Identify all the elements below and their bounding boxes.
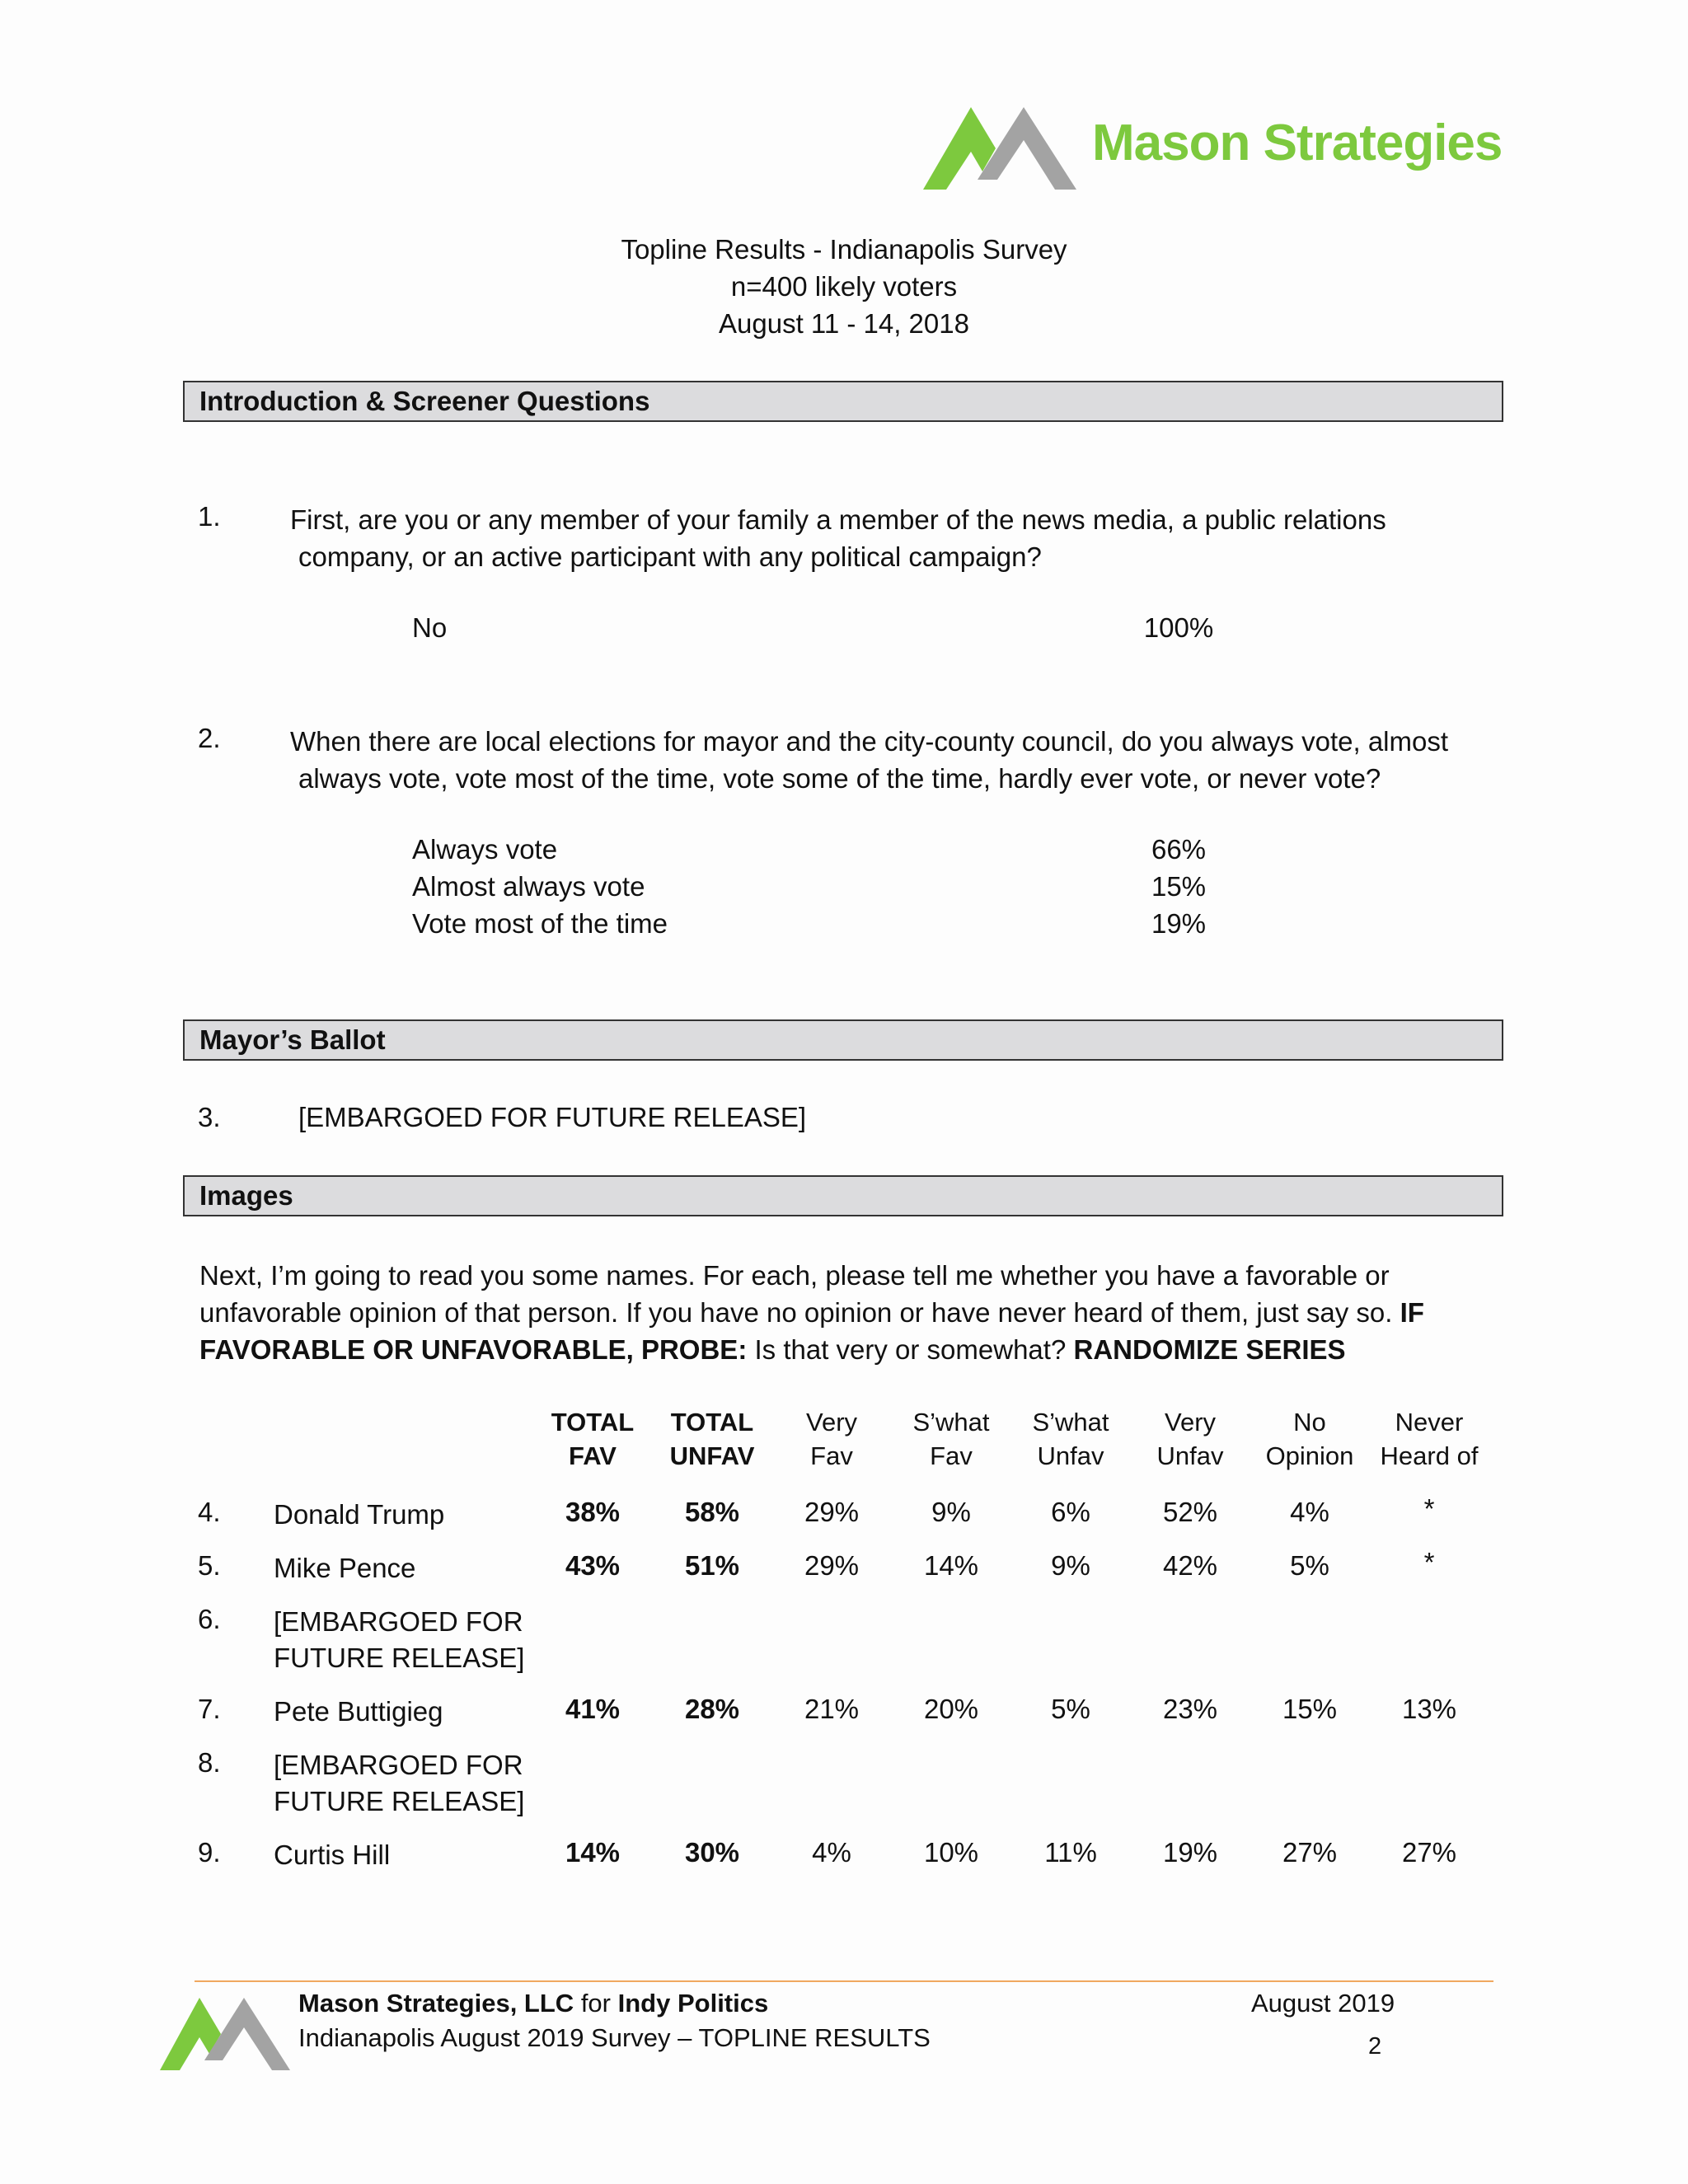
footer-survey: Indianapolis August 2019 Survey – TOPLINE RESULTS [298, 2023, 931, 2052]
instructions-probe-if: IF [1400, 1297, 1424, 1328]
table-cell: 19% [1162, 1837, 1218, 1868]
answer-label: No [412, 612, 448, 643]
section-mayor-header: Mayor’s Ballot [183, 1019, 1503, 1061]
question-1-line-1: First, are you or any member of your family a member of the news media, a public relations [290, 504, 1386, 535]
answer-label: Vote most of the time [412, 908, 668, 939]
answer-value: 19% [1151, 908, 1207, 939]
instructions-text: unfavorable opinion of that person. If you have no opinion or have never heard of them, just say so. [199, 1297, 1393, 1328]
footer-org: Mason Strategies, LLC [298, 1989, 574, 2018]
table-cell: 4% [1290, 1497, 1329, 1527]
col-header-line: Fav [810, 1441, 853, 1470]
col-header-very-fav [771, 1405, 892, 1473]
table-cell: 13% [1401, 1694, 1457, 1724]
footer-for: for [580, 1989, 611, 2018]
instructions-line-2 [199, 1294, 1502, 1331]
col-header-line: Unfav [1037, 1441, 1104, 1470]
table-cell: 10% [923, 1837, 979, 1868]
col-header-total-unfav [652, 1405, 772, 1473]
col-header-never-heard [1369, 1405, 1489, 1473]
table-cell: 42% [1162, 1550, 1218, 1581]
col-header-line: No [1293, 1408, 1326, 1436]
mountain-logo-icon [157, 1988, 301, 2074]
col-header-line: S’what [1032, 1408, 1109, 1436]
col-header-line: Unfav [1156, 1441, 1224, 1470]
table-cell: 9% [1051, 1550, 1090, 1581]
brand-name: Mason Strategies [1092, 115, 1503, 171]
report-header [0, 231, 1688, 342]
row-name-line-1: [EMBARGOED FOR [274, 1606, 523, 1637]
table-cell: 14% [923, 1550, 979, 1581]
table-cell: 58% [684, 1497, 740, 1527]
col-header-line: TOTAL [670, 1408, 754, 1436]
answer-value: 100% [1143, 612, 1214, 643]
table-cell: * [1423, 1493, 1435, 1524]
question-number: 2. [198, 723, 221, 753]
question-2-line-2: always vote, vote most of the time, vote some of the time, hardly ever vote, or never vote? [298, 763, 1381, 794]
row-number: 9. [198, 1837, 221, 1868]
footer-date: August 2019 [1251, 1989, 1395, 2018]
row-name-line-1: [EMBARGOED FOR [274, 1750, 523, 1780]
table-cell: 15% [1282, 1694, 1338, 1724]
question-number: 1. [198, 501, 221, 532]
col-header-line: Opinion [1265, 1441, 1354, 1470]
col-header-line: Very [1164, 1408, 1217, 1436]
footer-divider [195, 1980, 1493, 1982]
row-name: Donald Trump [274, 1499, 445, 1530]
table-cell: 43% [565, 1550, 621, 1581]
question-number: 3. [198, 1102, 221, 1132]
images-instructions [199, 1257, 1502, 1368]
section-intro-header: Introduction & Screener Questions [183, 381, 1503, 422]
footer-line-1 [298, 1986, 931, 2021]
question-3-text: [EMBARGOED FOR FUTURE RELEASE] [298, 1102, 807, 1132]
row-number: 4. [198, 1497, 221, 1527]
table-cell: 29% [804, 1497, 860, 1527]
answer-label: Always vote [412, 834, 558, 865]
mountain-logo-icon [923, 97, 1088, 196]
instructions-probe: FAVORABLE OR UNFAVORABLE, PROBE: [199, 1334, 748, 1365]
instructions-line-1: Next, I’m going to read you some names. For each, please tell me whether you have a favorable or [199, 1260, 1390, 1291]
col-header-somewhat-unfav [1010, 1405, 1131, 1473]
instructions-line-3 [199, 1331, 1502, 1368]
sample-size: n=400 likely voters [730, 271, 958, 302]
table-cell: 5% [1051, 1694, 1090, 1724]
col-header-line: UNFAV [669, 1441, 755, 1470]
table-cell: 14% [565, 1837, 621, 1868]
col-header-line: Very [805, 1408, 858, 1436]
table-cell: 11% [1044, 1837, 1097, 1868]
row-number: 7. [198, 1694, 221, 1724]
table-cell: 41% [565, 1694, 621, 1724]
question-2-text [290, 723, 1510, 797]
table-cell: 27% [1401, 1837, 1457, 1868]
mason-strategies-logo [923, 97, 1503, 196]
row-number: 6. [198, 1604, 221, 1634]
col-header-very-unfav [1130, 1405, 1250, 1473]
answer-label: Almost always vote [412, 871, 645, 902]
table-cell: 23% [1162, 1694, 1218, 1724]
table-cell: 52% [1162, 1497, 1218, 1527]
page-number: 2 [1368, 2033, 1382, 2060]
question-1-text [290, 501, 1510, 575]
footer-info [298, 1986, 931, 2055]
answer-value: 15% [1151, 871, 1207, 902]
col-header-line: TOTAL [551, 1408, 635, 1436]
row-name: Pete Buttigieg [274, 1696, 443, 1727]
row-name [274, 1747, 570, 1820]
row-name-line-2: FUTURE RELEASE] [274, 1643, 525, 1673]
answer-value: 66% [1151, 834, 1207, 865]
col-header-line: S’what [912, 1408, 990, 1436]
row-name-line-2: FUTURE RELEASE] [274, 1786, 525, 1816]
section-images-header: Images [183, 1175, 1503, 1216]
table-cell: 30% [684, 1837, 740, 1868]
table-cell: 51% [684, 1550, 740, 1581]
survey-dates: August 11 - 14, 2018 [719, 308, 969, 339]
instructions-probe-text: Is that very or somewhat? [754, 1334, 1067, 1365]
footer-client: Indy Politics [617, 1989, 769, 2018]
question-1-line-2: company, or an active participant with any political campaign? [298, 541, 1042, 572]
col-header-somewhat-fav [891, 1405, 1011, 1473]
table-cell: 9% [931, 1497, 971, 1527]
table-cell: 21% [804, 1694, 860, 1724]
col-header-line: FAV [569, 1441, 617, 1470]
report-title: Topline Results - Indianapolis Survey [621, 234, 1067, 265]
table-cell: 27% [1282, 1837, 1338, 1868]
col-header-total-fav [532, 1405, 653, 1473]
instructions-randomize: RANDOMIZE SERIES [1073, 1334, 1346, 1365]
row-name: Curtis Hill [274, 1840, 391, 1870]
col-header-no-opinion [1250, 1405, 1370, 1473]
row-number: 8. [198, 1747, 221, 1778]
table-cell: 6% [1051, 1497, 1090, 1527]
question-2-line-1: When there are local elections for mayor and the city-county council, do you always vote, almost [290, 726, 1449, 757]
row-number: 5. [198, 1550, 221, 1581]
table-cell: 4% [812, 1837, 851, 1868]
col-header-line: Heard of [1380, 1441, 1479, 1470]
table-cell: 28% [684, 1694, 740, 1724]
table-cell: * [1423, 1547, 1435, 1577]
footer-logo [157, 1988, 301, 2074]
table-cell: 5% [1290, 1550, 1329, 1581]
table-cell: 29% [804, 1550, 860, 1581]
table-cell: 20% [923, 1694, 979, 1724]
col-header-line: Never [1395, 1408, 1464, 1436]
col-header-line: Fav [930, 1441, 973, 1470]
table-cell: 38% [565, 1497, 621, 1527]
row-name: Mike Pence [274, 1553, 416, 1583]
row-name [274, 1604, 570, 1676]
